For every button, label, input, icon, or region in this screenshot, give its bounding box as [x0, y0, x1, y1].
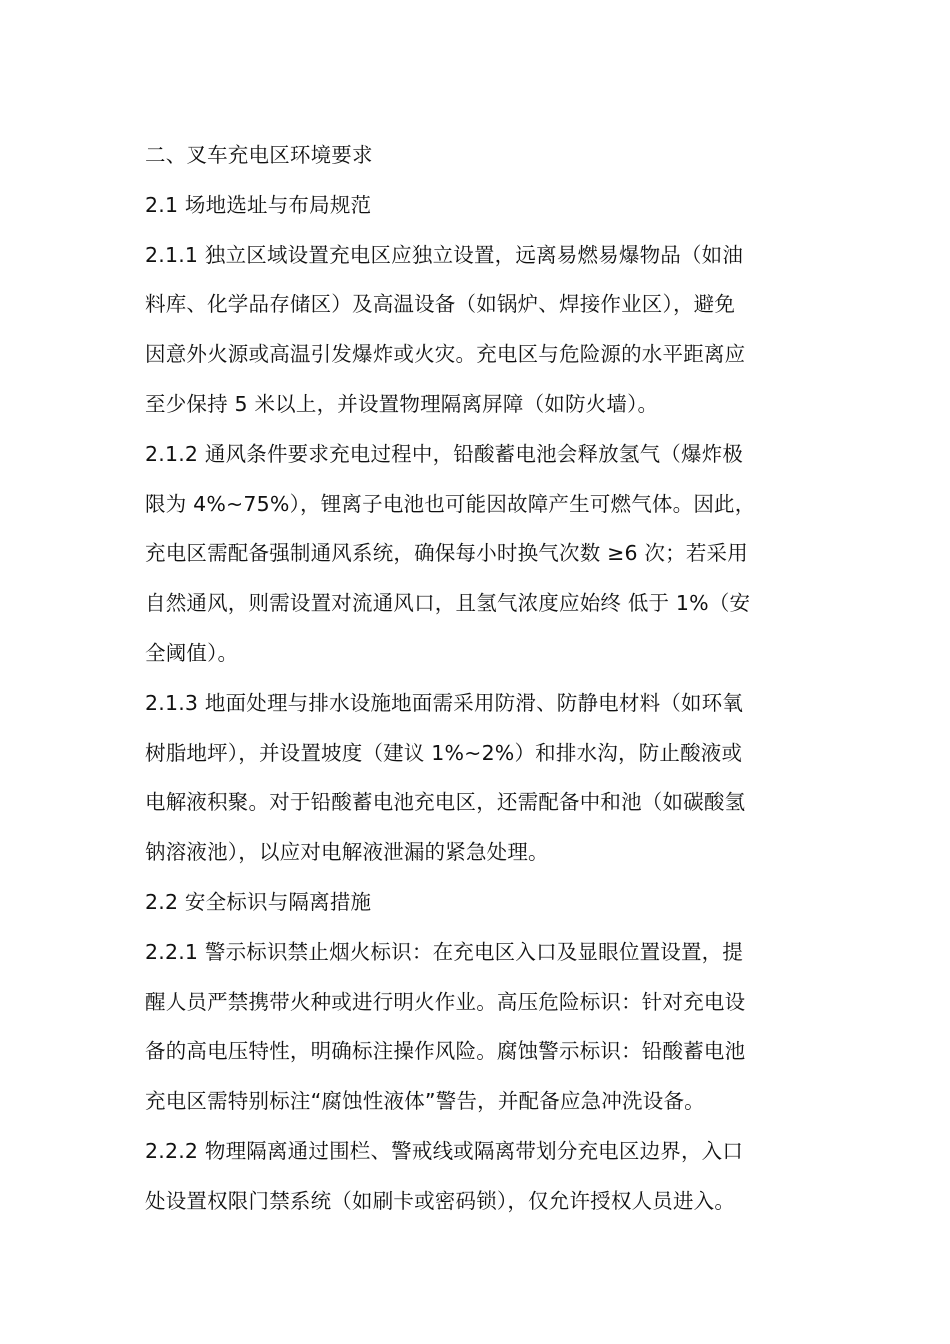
subsection-heading: 2.1 场地选址与布局规范 [145, 192, 372, 217]
paragraph-line: 备的高电压特性，明确标注操作风险。腐蚀警示标识：铅酸蓄电池 [145, 1039, 746, 1064]
paragraph-line: 全阈值）。 [145, 640, 239, 665]
paragraph-line: 2.1.1 独立区域设置充电区应独立设置，远离易燃易爆物品（如油 [145, 242, 744, 267]
document-body [145, 131, 815, 1227]
paragraph-line: 处设置权限门禁系统（如刷卡或密码锁），仅允许授权人员进入。 [145, 1188, 736, 1213]
paragraph-line: 2.2.2 物理隔离通过围栏、警戒线或隔离带划分充电区边界，入口 [145, 1138, 744, 1163]
section-heading: 二、叉车充电区环境要求 [145, 143, 373, 167]
paragraph-line: 2.2.1 警示标识禁止烟火标识：在充电区入口及显眼位置设置，提 [145, 939, 744, 964]
paragraph-line: 2.1.2 通风条件要求充电过程中，铅酸蓄电池会释放氢气（爆炸极 [145, 441, 744, 466]
paragraph-line: 钠溶液池），以应对电解液泄漏的紧急处理。 [145, 840, 549, 865]
paragraph-line: 电解液积聚。对于铅酸蓄电池充电区，还需配备中和池（如碳酸氢 [145, 790, 746, 815]
paragraph-line: 至少保持 5 米以上，并设置物理隔离屏障（如防火墙）。 [145, 391, 659, 416]
paragraph-line: 限为 4%~75%），锂离子电池也可能因故障产生可燃气体。因此， [145, 491, 756, 516]
paragraph-line: 料库、化学品存储区）及高温设备（如锅炉、焊接作业区），避免 [145, 292, 736, 317]
paragraph-line: 因意外火源或高温引发爆炸或火灾。充电区与危险源的水平距离应 [145, 342, 746, 367]
paragraph-line: 充电区需特别标注“腐蚀性液体”警告，并配备应急冲洗设备。 [145, 1089, 705, 1114]
paragraph-line: 醒人员严禁携带火种或进行明火作业。高压危险标识：针对充电设 [145, 989, 746, 1014]
paragraph-line: 2.1.3 地面处理与排水设施地面需采用防滑、防静电材料（如环氧 [145, 690, 744, 715]
paragraph-line: 自然通风，则需设置对流通风口，且氢气浓度应始终 低于 1%（安 [145, 591, 751, 616]
subsection-heading: 2.2 安全标识与隔离措施 [145, 889, 372, 914]
paragraph-line: 树脂地坪），并设置坡度（建议 1%~2%）和排水沟，防止酸液或 [145, 740, 743, 765]
paragraph-line: 充电区需配备强制通风系统，确保每小时换气次数 ≥6 次；若采用 [145, 541, 748, 566]
